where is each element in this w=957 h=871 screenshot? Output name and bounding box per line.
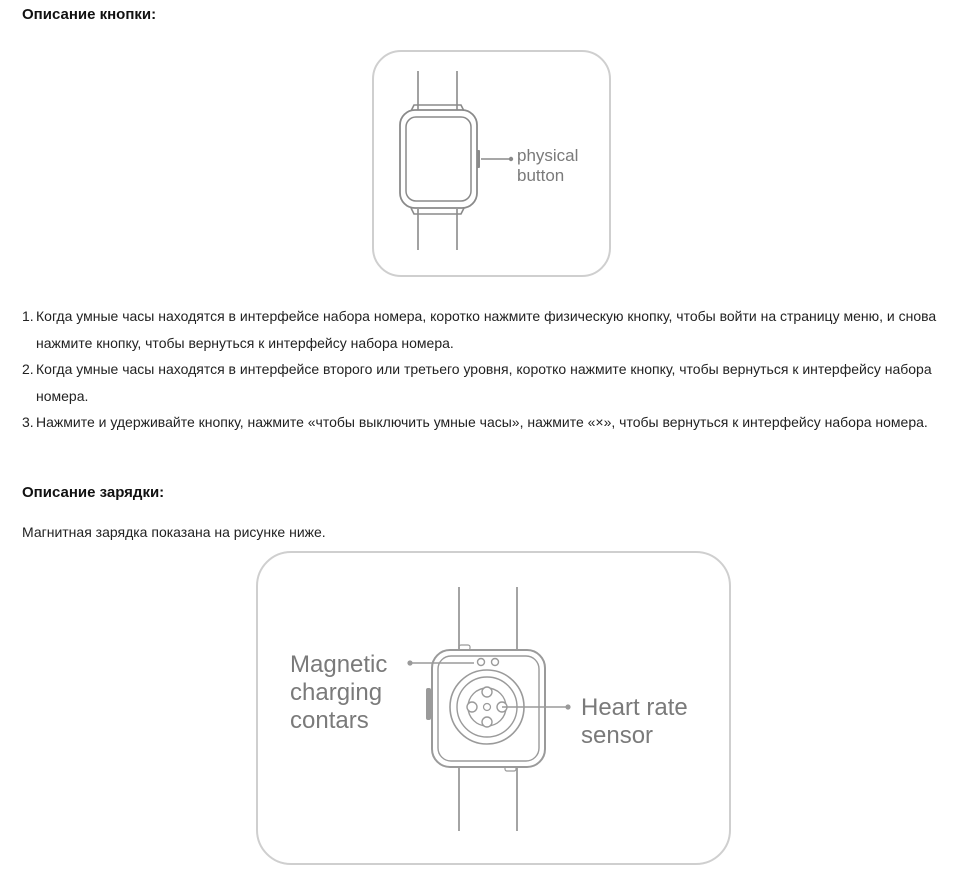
charging-section-heading: Описание зарядки: (22, 484, 165, 501)
physical-button-label: button (517, 166, 565, 185)
list-item (22, 409, 947, 436)
watch-front-illustration (371, 49, 612, 278)
list-item-number: 2. (22, 361, 34, 377)
list-item-text: Когда умные часы находятся в интерфейсе второго или третьего уровня, коротко нажмите кнопку, чтобы вернуться к интерфейсу набора номера. (36, 361, 932, 404)
charging-contacts-label: charging (290, 679, 383, 706)
heart-rate-sensor-label: sensor (581, 722, 654, 749)
watch-back-illustration (255, 550, 732, 866)
list-item-number: 3. (22, 414, 34, 430)
charging-contacts-label: contars (290, 707, 369, 734)
list-item (22, 303, 947, 356)
list-item-text: Когда умные часы находятся в интерфейсе набора номера, коротко нажмите физическую кнопку, чтобы войти на страницу меню, и снова нажмите кнопку, чтобы вернуться к интерфейсу набора номера. (36, 308, 937, 351)
button-section-heading: Описание кнопки: (22, 6, 157, 23)
charging-contacts-label: Magnetic (290, 651, 388, 678)
list-item-number: 1. (22, 308, 34, 324)
list-item-text: Нажмите и удерживайте кнопку, нажмите «чтобы выключить умные часы», нажмите «×», чтобы вернуться к интерфейсу набора номера. (36, 414, 928, 430)
list-item (22, 356, 947, 409)
charging-intro-text: Магнитная зарядка показана на рисунке ниже. (22, 524, 326, 540)
physical-button-marker (477, 150, 480, 168)
physical-button-label: physical (517, 146, 579, 165)
heart-rate-sensor-label: Heart rate (581, 694, 688, 721)
button-steps-list (22, 303, 947, 436)
